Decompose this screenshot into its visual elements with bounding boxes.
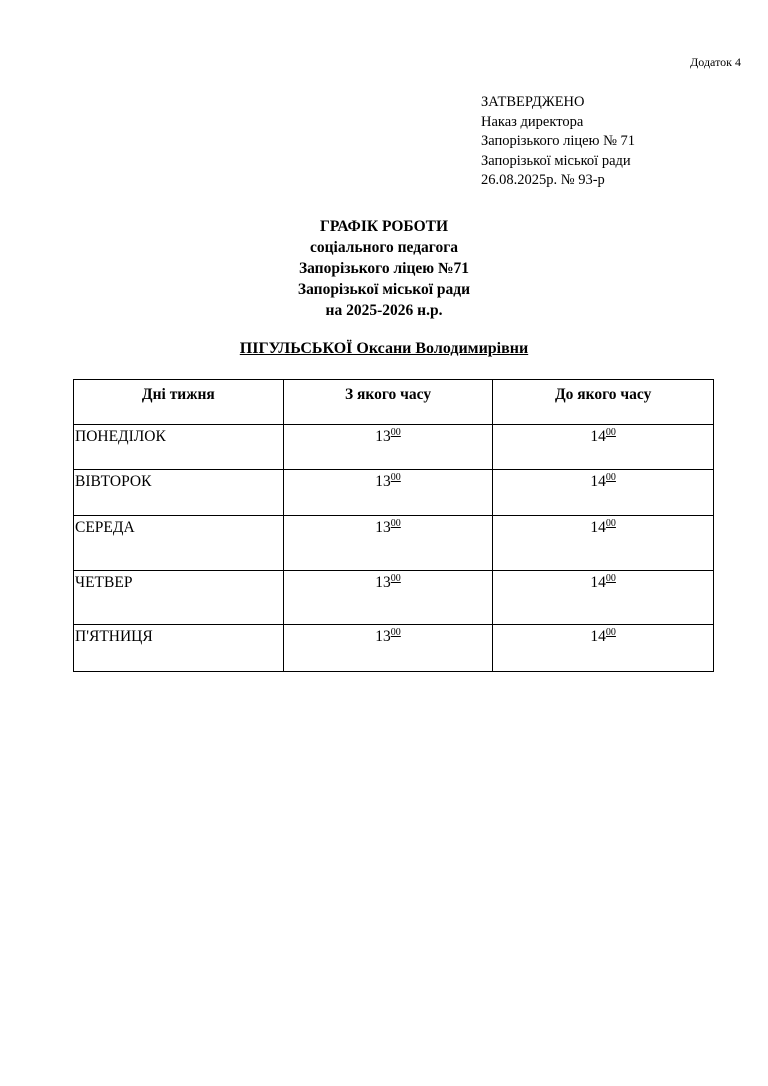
minutes: 00 xyxy=(605,518,616,529)
table-row xyxy=(74,516,714,571)
day-cell: ВІВТОРОК xyxy=(74,470,284,516)
hour: 13 xyxy=(375,428,391,445)
approval-line: Наказ директора xyxy=(481,113,584,130)
hour: 13 xyxy=(375,574,391,591)
minutes: 00 xyxy=(605,627,616,638)
to-time-cell xyxy=(493,571,714,625)
table-header-row xyxy=(74,380,714,425)
minutes: 00 xyxy=(390,627,401,638)
schedule-table xyxy=(73,379,714,672)
day-cell: СЕРЕДА xyxy=(74,516,284,571)
hour: 14 xyxy=(590,428,606,445)
to-time-cell xyxy=(493,470,714,516)
from-time-cell xyxy=(283,425,493,470)
approval-line: Запорізької міської ради xyxy=(481,152,631,169)
minutes: 00 xyxy=(390,573,401,584)
from-time-cell xyxy=(283,516,493,571)
table-row xyxy=(74,625,714,672)
table-row xyxy=(74,425,714,470)
approval-block xyxy=(481,93,635,191)
hour: 14 xyxy=(590,519,606,536)
person-name: ПІГУЛЬСЬКОЇ Оксани Володимирівни xyxy=(239,340,529,357)
from-time-cell xyxy=(283,470,493,516)
table-row xyxy=(74,470,714,516)
minutes: 00 xyxy=(390,427,401,438)
approval-line: 26.08.2025р. № 93-р xyxy=(481,172,605,188)
hour: 14 xyxy=(590,473,606,490)
day-cell: ЧЕТВЕР xyxy=(74,571,284,625)
approval-line: ЗАТВЕРДЖЕНО xyxy=(481,94,585,110)
document-title xyxy=(0,216,768,321)
title-line: на 2025-2026 н.р. xyxy=(325,302,443,319)
hour: 13 xyxy=(375,473,391,490)
header-from: З якого часу xyxy=(283,380,493,425)
header-to: До якого часу xyxy=(493,380,714,425)
title-line: ГРАФІК РОБОТИ xyxy=(319,218,449,235)
minutes: 00 xyxy=(390,518,401,529)
title-line: Запорізького ліцею №71 xyxy=(298,260,470,277)
to-time-cell xyxy=(493,425,714,470)
hour: 13 xyxy=(375,628,391,645)
day-cell: П'ЯТНИЦЯ xyxy=(74,625,284,672)
hour: 14 xyxy=(590,574,606,591)
table-row xyxy=(74,571,714,625)
from-time-cell xyxy=(283,625,493,672)
minutes: 00 xyxy=(605,427,616,438)
title-line: Запорізької міської ради xyxy=(297,281,471,298)
hour: 14 xyxy=(590,628,606,645)
day-cell: ПОНЕДІЛОК xyxy=(74,425,284,470)
title-line: соціального педагога xyxy=(310,239,458,256)
minutes: 00 xyxy=(605,573,616,584)
hour: 13 xyxy=(375,519,391,536)
approval-line: Запорізького ліцею № 71 xyxy=(481,133,636,149)
minutes: 00 xyxy=(605,472,616,483)
header-days: Дні тижня xyxy=(74,380,284,425)
from-time-cell xyxy=(283,571,493,625)
to-time-cell xyxy=(493,516,714,571)
minutes: 00 xyxy=(390,472,401,483)
addendum-label: Додаток 4 xyxy=(690,55,741,69)
to-time-cell xyxy=(493,625,714,672)
